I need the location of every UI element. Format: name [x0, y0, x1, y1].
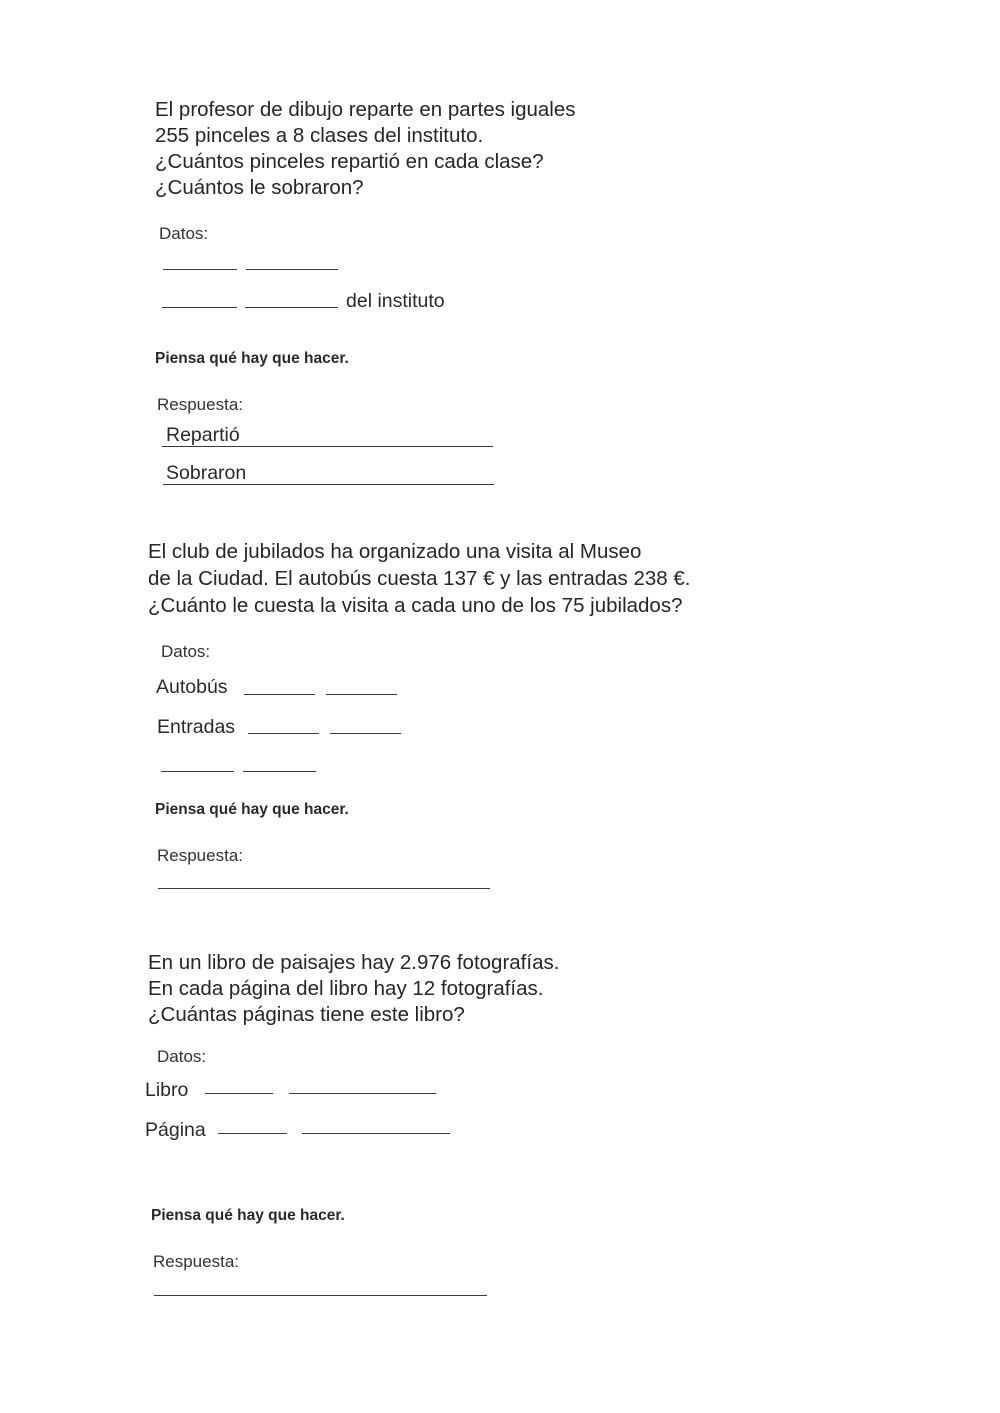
problem-3-answer-input[interactable] — [154, 1273, 487, 1295]
problem-3-think-label: Piensa qué hay que hacer. — [151, 1207, 345, 1224]
problem-1-answer-2-line — [163, 484, 494, 485]
problem-1-answer-1-input[interactable] — [252, 424, 493, 446]
problem-3-datos-label: Datos: — [157, 1047, 207, 1066]
problem-2-think-label: Piensa qué hay que hacer. — [155, 801, 349, 818]
problem-1-respuesta-label: Respuesta: — [157, 395, 243, 414]
problem-1-datos-blank-2[interactable] — [246, 247, 338, 269]
problem-1-answer-1-line — [162, 446, 493, 447]
problem-1-think-label: Piensa qué hay que hacer. — [155, 350, 349, 367]
problem-3-datos-blank-2[interactable] — [289, 1071, 436, 1093]
problem-3-answer-line — [154, 1295, 487, 1296]
problem-3-datos-line-4 — [302, 1133, 450, 1134]
problem-1-datos-line-2 — [246, 269, 338, 270]
problem-2-datos-blank-4[interactable] — [330, 711, 401, 733]
problem-2-line-3: ¿Cuánto le cuesta la visita a cada uno de los 75 jubilados? — [148, 594, 683, 617]
problem-2-row-2-label: Entradas — [157, 716, 236, 738]
problem-3-respuesta-label: Respuesta: — [153, 1252, 239, 1271]
problem-2-datos-line-5 — [161, 771, 234, 772]
problem-1-answer-1-label: Repartió — [166, 424, 240, 446]
problem-1-datos-line-4 — [245, 307, 338, 308]
problem-2-datos-line-2 — [326, 694, 397, 695]
problem-1-datos-blank-1[interactable] — [163, 247, 237, 269]
problem-1-line-4: ¿Cuántos le sobraron? — [155, 176, 364, 199]
problem-2-datos-blank-5[interactable] — [161, 749, 234, 771]
problem-3-row-1-label: Libro — [145, 1079, 189, 1101]
problem-1-datos-label: Datos: — [159, 224, 209, 243]
problem-3-line-1: En un libro de paisajes hay 2.976 fotografías. — [148, 951, 560, 974]
problem-2-answer-line — [158, 888, 490, 889]
problem-2-datos-blank-6[interactable] — [243, 749, 316, 771]
problem-2-answer-input[interactable] — [158, 866, 490, 888]
problem-2-datos-blank-2[interactable] — [326, 672, 397, 694]
problem-1-answer-2-input[interactable] — [258, 462, 493, 484]
problem-3-datos-blank-1[interactable] — [205, 1071, 273, 1093]
problem-1-datos-blank-3[interactable] — [162, 285, 237, 307]
problem-3-datos-line-1 — [205, 1093, 273, 1094]
problem-3-row-2-label: Página — [145, 1119, 206, 1141]
problem-3-datos-line-3 — [218, 1133, 287, 1134]
problem-3-line-3: ¿Cuántas páginas tiene este libro? — [148, 1003, 465, 1026]
problem-1-line-2: 255 pinceles a 8 clases del instituto. — [155, 124, 484, 147]
problem-2-datos-line-1 — [244, 694, 315, 695]
problem-2-respuesta-label: Respuesta: — [157, 846, 243, 865]
problem-1-line-3: ¿Cuántos pinceles repartió en cada clase? — [155, 150, 544, 173]
problem-2-row-1-label: Autobús — [156, 676, 228, 698]
problem-2-datos-line-3 — [248, 733, 319, 734]
problem-1-answer-2-label: Sobraron — [166, 462, 247, 484]
problem-2-datos-line-6 — [243, 771, 316, 772]
problem-3-line-2: En cada página del libro hay 12 fotografías. — [148, 977, 544, 1000]
problem-2-line-2: de la Ciudad. El autobús cuesta 137 € y las entradas 238 €. — [148, 567, 691, 590]
problem-2-datos-line-4 — [330, 733, 401, 734]
problem-1-datos-blank-4[interactable] — [245, 285, 338, 307]
problem-1-row2-suffix: del instituto — [346, 290, 445, 312]
problem-3-datos-line-2 — [289, 1093, 436, 1094]
problem-1-line-1: El profesor de dibujo reparte en partes iguales — [155, 98, 576, 121]
problem-2-datos-blank-3[interactable] — [248, 711, 319, 733]
problem-1-datos-line-1 — [163, 269, 237, 270]
problem-3-datos-blank-3[interactable] — [218, 1111, 287, 1133]
problem-2-datos-blank-1[interactable] — [244, 672, 315, 694]
problem-3-datos-blank-4[interactable] — [302, 1111, 450, 1133]
problem-2-datos-label: Datos: — [161, 642, 211, 661]
problem-1-datos-line-3 — [162, 307, 237, 308]
problem-2-line-1: El club de jubilados ha organizado una visita al Museo — [148, 540, 642, 563]
